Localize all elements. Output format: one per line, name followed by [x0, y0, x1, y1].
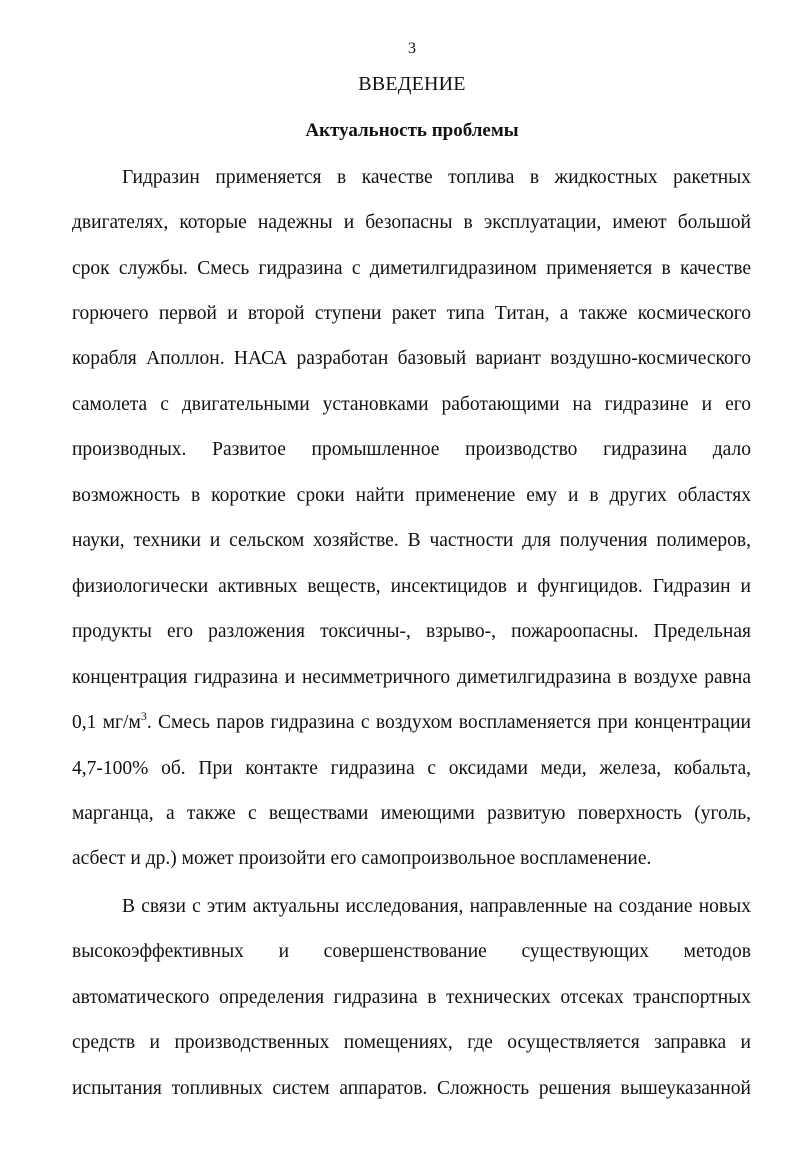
text-line: марганца, а также с веществами имеющими развитую поверхность (уголь, — [72, 803, 751, 824]
text-line: двигателях, которые надежны и безопасны в эксплуатации, имеют большой — [72, 212, 751, 233]
text-line: В связи с этим актуальны исследования, направленные на создание новых — [122, 896, 751, 917]
text-line: срок службы. Смесь гидразина с диметилгидразином применяется в качестве — [72, 258, 751, 279]
text-line: горючего первой и второй ступени ракет типа Титан, а также космического — [72, 303, 751, 324]
text-line: 4,7-100% об. При контакте гидразина с оксидами меди, железа, кобальта, — [72, 758, 751, 779]
text-line: науки, техники и сельском хозяйстве. В частности для получения полимеров, — [72, 530, 751, 551]
text-line: испытания топливных систем аппаратов. Сложность решения вышеуказанной — [72, 1078, 751, 1099]
text-line — [72, 711, 751, 735]
text-line: корабля Аполлон. НАСА разработан базовый вариант воздушно-космического — [72, 348, 751, 369]
text-line: производных. Развитое промышленное производство гидразина дало — [72, 439, 751, 460]
text-fragment: . Смесь паров гидразина с воздухом воспламеняется при концентрации — [146, 712, 751, 733]
concentration-value: 0,1 мг/м — [72, 712, 141, 733]
text-line: асбест и др.) может произойти его самопроизвольное воспламенение. — [72, 848, 652, 869]
superscript-3: 3 — [140, 709, 147, 723]
text-line: самолета с двигательными установками работающими на гидразине и его — [72, 394, 751, 415]
text-line: концентрация гидразина и несимметричного диметилгидразина в воздухе равна — [72, 667, 751, 688]
text-line: Гидразин применяется в качестве топлива в жидкостных ракетных — [122, 167, 751, 188]
text-line: возможность в короткие сроки найти применение ему и в других областях — [72, 485, 751, 506]
text-line: высокоэффективных и совершенствование существующих методов — [72, 941, 751, 962]
text-line: физиологически активных веществ, инсектицидов и фунгицидов. Гидразин и — [72, 576, 751, 597]
section-subtitle: Актуальность проблемы — [305, 120, 519, 141]
page-number: 3 — [408, 40, 416, 57]
text-line: автоматического определения гидразина в технических отсеках транспортных — [72, 987, 751, 1008]
text-line: средств и производственных помещениях, где осуществляется заправка и — [72, 1032, 751, 1053]
section-title: ВВЕДЕНИЕ — [358, 73, 466, 95]
text-line: продукты его разложения токсичны-, взрыво-, пожароопасны. Предельная — [72, 621, 751, 642]
